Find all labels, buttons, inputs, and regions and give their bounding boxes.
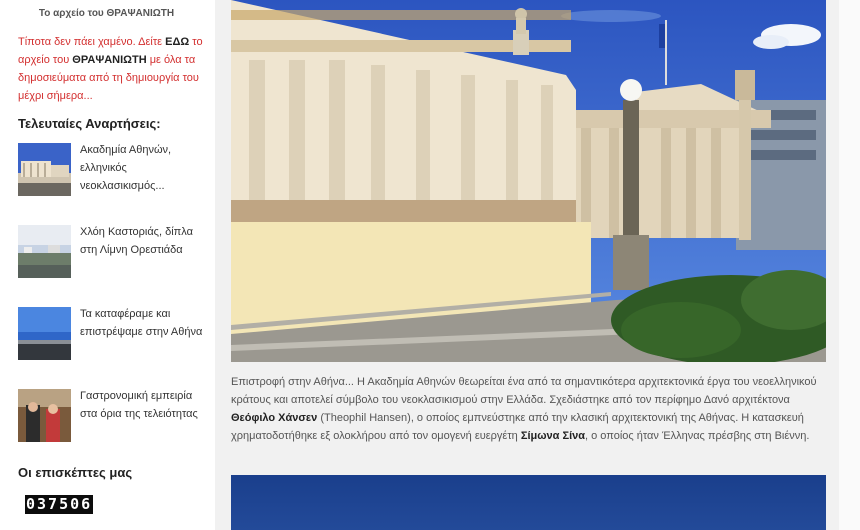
sidebar [0,0,215,530]
article-paragraph [231,373,831,445]
article-text-1: Επιστροφή στην Αθήνα... Η Ακαδημία Αθηνών θεωρείται ένα από τα σημαντικότερα αρχιτεκτονικά έργα του νεοελληνικού κράτους και αποτελεί σύμβολο του νεοκλασικισμού στην Ελλάδα. Σχεδιάστηκε από τον περίφημο Δανό αρχιτέκτονα [231,376,817,406]
recent-posts-heading: Τελευταίες Αναρτήσεις: [18,116,161,131]
post-title[interactable]: Γαστρονομική εμπειρία στα όρια της τελειότητας [80,390,198,420]
archive-intro [18,33,208,105]
post-thumbnail[interactable] [18,225,71,278]
intro-text-2: το αρχείο του [18,36,203,66]
intro-text-1: Τίποτα δεν πάει χαμένο. Δείτε [18,36,166,48]
academy-photo [231,0,826,362]
post-thumbnail[interactable] [18,389,71,442]
post-thumbnail[interactable] [18,143,71,196]
article-text-3: , ο οποίος ήταν Έλληνας πρέσβης στη Βιέννη. [585,430,810,442]
visitor-counter: 037506 [26,495,93,513]
recent-post[interactable] [18,143,208,201]
intro-text-3: με όλα τα δημοσιεύματα από τη δημιουργία του μέχρι σήμερα... [18,54,199,102]
recent-post[interactable] [18,225,208,283]
archive-title: Το αρχείο του ΘΡΑΨΑΝΙΩΤΗ [38,8,175,19]
post-thumbnail[interactable] [18,307,71,360]
post-title[interactable]: Χλόη Καστοριάς, δίπλα στη Λίμνη Ορεστιάδα [80,226,193,256]
benefactor-name: Σίμωνα Σίνα [520,430,586,442]
article-text-2: (Theophil Hansen), ο οποίος εμπνεύστηκε από την κλασική αρχιτεκτονική της Αθήνας. Η κατασκευή χρηματοδοτήθηκε εξ ολοκλήρου από τον ομογενή ευεργέτη [231,412,804,442]
architect-name: Θεόφιλο Χάνσεν [231,412,318,424]
recent-post[interactable] [18,389,208,447]
recent-post[interactable] [18,307,208,365]
post-title[interactable]: Τα καταφέραμε και επιστρέψαμε στην Αθήνα [80,308,203,338]
second-photo [231,475,826,530]
scrollbar[interactable] [839,0,860,530]
archive-name: ΘΡΑΨΑΝΙΩΤΗ [72,54,147,66]
post-title[interactable]: Ακαδημία Αθηνών, ελληνικός νεοκλασικισμός... [80,144,172,192]
visitors-heading: Οι επισκέπτες μας [18,465,133,480]
archive-link[interactable]: ΕΔΩ [165,36,190,48]
